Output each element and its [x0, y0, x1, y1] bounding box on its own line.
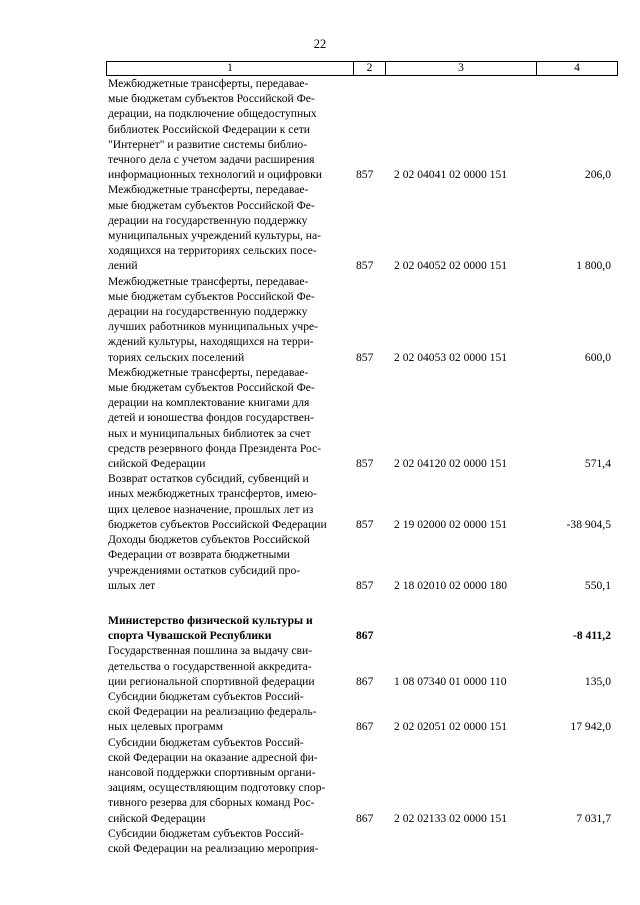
row-description	[108, 613, 352, 643]
table-row	[108, 365, 611, 471]
row-amount: 571,4	[584, 457, 611, 471]
row-budget-code: 2 19 02000 02 0000 151	[394, 517, 508, 531]
row-spacer	[108, 593, 611, 613]
description-line: Доходы бюджетов субъектов Российской	[108, 533, 310, 547]
row-admin-code: 857	[356, 457, 374, 471]
row-admin-code: 867	[356, 629, 374, 643]
row-amount: 17 942,0	[570, 720, 611, 734]
description-line: Субсидии бюджетам субъектов Россий-	[108, 689, 304, 703]
description-line: библиотек Российской Федерации к сети	[108, 122, 311, 136]
row-admin-code: 857	[356, 259, 374, 273]
description-line: муниципальных учреждений культуры, на-	[108, 229, 321, 243]
row-budget-code: 1 08 07340 01 0000 110	[394, 674, 507, 688]
row-amount: 550,1	[584, 578, 611, 592]
row-description	[108, 76, 352, 182]
row-description	[108, 826, 352, 856]
table-row	[108, 643, 611, 689]
row-description	[108, 689, 352, 735]
row-amount: 1 800,0	[576, 259, 611, 273]
description-line: информационных технологий и оцифровки	[108, 168, 322, 182]
row-description	[108, 532, 352, 593]
row-description	[108, 735, 352, 826]
description-line: детельства о государственной аккредита-	[108, 659, 312, 673]
description-line: ных и муниципальных библиотек за счет	[108, 426, 311, 440]
row-admin-code: 867	[356, 720, 374, 734]
table-row	[108, 471, 611, 532]
description-line: шлых лет	[108, 578, 156, 592]
description-line: бюджетов субъектов Российской Федерации	[108, 517, 327, 531]
row-budget-code: 2 02 04052 02 0000 151	[394, 259, 508, 273]
header-col-4: 4	[537, 62, 618, 76]
row-budget-code: 2 18 02010 02 0000 180	[394, 578, 508, 592]
description-line: Межбюджетные трансферты, передавае-	[108, 183, 309, 197]
description-line: дерации на государственную поддержку	[108, 305, 308, 319]
description-line: ской Федерации на реализацию федераль-	[108, 705, 317, 719]
description-line: ской Федерации на оказание адресной фи-	[108, 750, 318, 764]
page-number: 22	[313, 37, 327, 51]
description-line: лений	[108, 259, 138, 273]
ministry-row	[108, 613, 611, 643]
table-row	[108, 76, 611, 182]
description-line: средств резервного фонда Президента Рос-	[108, 441, 322, 455]
description-line: Межбюджетные трансферты, передавае-	[108, 274, 309, 288]
description-line: дерации на комплектование книгами для	[108, 396, 310, 410]
row-budget-code: 2 02 04120 02 0000 151	[394, 457, 508, 471]
table-row	[108, 532, 611, 593]
row-admin-code: 867	[356, 674, 374, 688]
description-line: мые бюджетам субъектов Российской Фе-	[108, 381, 315, 395]
header-col-1: 1	[107, 62, 354, 76]
table-row	[108, 826, 611, 856]
description-line: Межбюджетные трансферты, передавае-	[108, 365, 309, 379]
row-description	[108, 182, 352, 273]
table-row	[108, 274, 611, 365]
description-line: "Интернет" и развитие системы библио-	[108, 137, 308, 151]
table-row	[108, 182, 611, 273]
description-line: щих целевое назначение, прошлых лет из	[108, 502, 314, 516]
header-col-2: 2	[354, 62, 386, 76]
table-row	[108, 689, 611, 735]
row-amount: 7 031,7	[576, 811, 611, 825]
description-line: Государственная пошлина за выдачу сви-	[108, 644, 313, 658]
row-description	[108, 471, 352, 532]
row-budget-code: 2 02 04053 02 0000 151	[394, 350, 508, 364]
row-amount: -38 904,5	[566, 517, 611, 531]
description-line: течного дела с учетом задачи расширения	[108, 153, 315, 167]
description-line: иных межбюджетных трансфертов, имею-	[108, 487, 317, 501]
row-description	[108, 274, 352, 365]
description-line: дерации на государственную поддержку	[108, 213, 308, 227]
row-admin-code: 857	[356, 578, 374, 592]
table-body	[108, 76, 611, 856]
header-col-3: 3	[386, 62, 537, 76]
description-line: Межбюджетные трансферты, передавае-	[108, 77, 309, 90]
row-budget-code: 2 02 04041 02 0000 151	[394, 168, 508, 182]
description-line: ходящихся на территориях сельских посе-	[108, 244, 317, 258]
row-description	[108, 365, 352, 471]
description-line: ции региональной спортивной федерации	[108, 674, 315, 688]
description-line: Федерации от возврата бюджетными	[108, 548, 290, 562]
description-line: ской Федерации на реализацию мероприя-	[108, 841, 319, 855]
row-admin-code: 857	[356, 517, 374, 531]
description-line: Возврат остатков субсидий, субвенций и	[108, 472, 309, 486]
description-line: мые бюджетам субъектов Российской Фе-	[108, 198, 315, 212]
row-budget-code: 2 02 02133 02 0000 151	[394, 811, 508, 825]
description-line: сийской Федерации	[108, 811, 206, 825]
description-line: учреждениями остатков субсидий про-	[108, 563, 301, 577]
description-line: Субсидии бюджетам субъектов Россий-	[108, 735, 304, 749]
description-line: лучших работников муниципальных учре-	[108, 320, 319, 334]
row-amount: 206,0	[584, 168, 611, 182]
description-line: Субсидии бюджетам субъектов Россий-	[108, 826, 304, 840]
row-amount: 135,0	[584, 674, 611, 688]
row-admin-code: 857	[356, 168, 374, 182]
row-description	[108, 643, 352, 689]
row-amount: -8 411,2	[572, 629, 611, 643]
description-line: дерации, на подключение общедоступных	[108, 107, 317, 121]
description-line: зациям, осуществляющим подготовку спор-	[108, 781, 326, 795]
description-line: ных целевых программ	[108, 720, 224, 734]
row-budget-code: 2 02 02051 02 0000 151	[394, 720, 508, 734]
row-admin-code: 867	[356, 811, 374, 825]
description-line: ториях сельских поселений	[108, 350, 245, 364]
table-row	[108, 735, 611, 826]
description-line: сийской Федерации	[108, 457, 206, 471]
description-line: Министерство физической культуры и	[108, 613, 313, 627]
description-line: мые бюджетам субъектов Российской Фе-	[108, 289, 315, 303]
row-amount: 600,0	[584, 350, 611, 364]
description-line: спорта Чувашской Республики	[108, 629, 272, 643]
description-line: ждений культуры, находящихся на терри-	[108, 335, 314, 349]
description-line: мые бюджетам субъектов Российской Фе-	[108, 92, 315, 106]
description-line: нансовой поддержки спортивным органи-	[108, 765, 316, 779]
table-header	[106, 61, 618, 76]
description-line: тивного резерва для сборных команд Рос-	[108, 796, 315, 810]
row-admin-code: 857	[356, 350, 374, 364]
description-line: детей и юношества фондов государствен-	[108, 411, 314, 425]
